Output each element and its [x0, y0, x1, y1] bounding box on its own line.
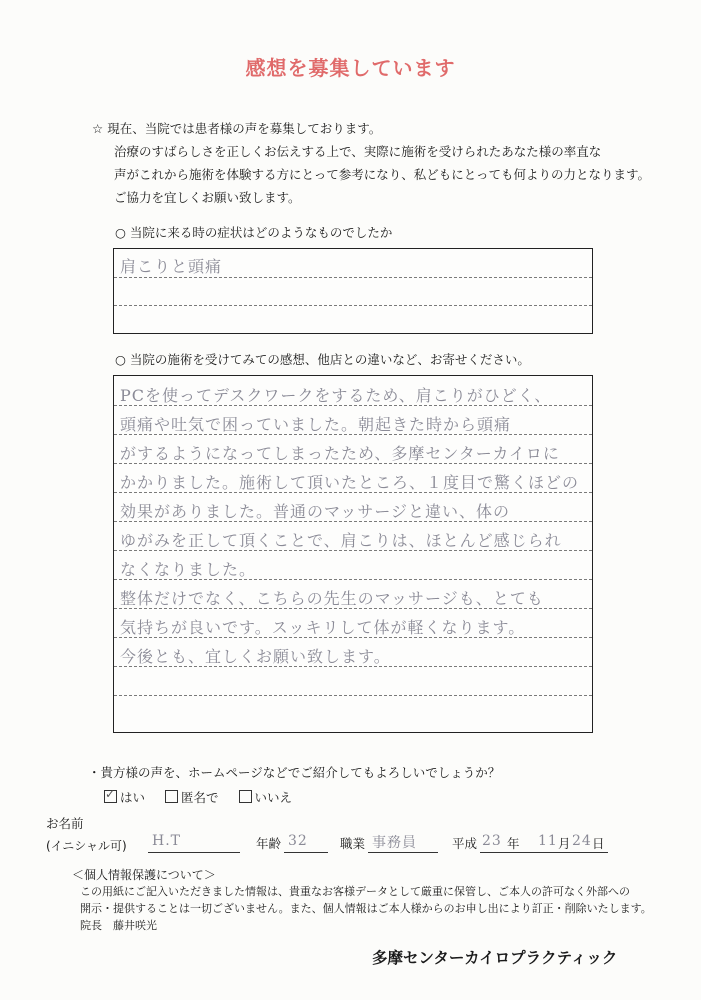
age-value: 32: [288, 833, 308, 849]
symptoms-answer: 肩こりと頭痛: [120, 257, 223, 276]
intro-line-2: 治療のすばらしさを正しくお伝えする上で、実際に施術を受けられたあなた様の率直な: [114, 144, 602, 159]
impressions-line: ゆがみを正して頂くことで、肩こりは、ほとんど感じられ: [120, 531, 562, 550]
answer-rule: [114, 305, 592, 306]
checkbox-checked-icon: [104, 790, 117, 803]
consent-option-anonymous[interactable]: [165, 790, 219, 805]
impressions-line: 頭痛や吐気で困っていました。朝起きた時から頭痛: [120, 415, 512, 434]
month-value: 11: [538, 833, 558, 849]
impressions-answer-box[interactable]: [113, 375, 593, 733]
question-symptoms: ○ 当院に来る時の症状はどのようなものでしたか: [115, 225, 393, 240]
clinic-name: 多摩センターカイロプラクティック: [372, 949, 618, 967]
answer-rule: [114, 277, 592, 278]
star-icon: ☆: [92, 121, 104, 136]
initial-hint: (イニシャル可): [46, 839, 127, 853]
checkbox-icon: [165, 790, 178, 803]
page-title: 感想を募集しています: [245, 56, 456, 80]
impressions-line: なくなりました。: [120, 560, 257, 579]
name-value: H.T: [152, 833, 181, 849]
impressions-line: がするようになってしまったため、多摩センターカイロに: [120, 444, 560, 463]
impressions-line: PCを使ってデスクワークをするため、肩こりがひどく、: [120, 386, 552, 405]
consent-option-yes[interactable]: [104, 790, 145, 805]
job-field[interactable]: [368, 832, 438, 853]
consent-option-no[interactable]: [239, 790, 293, 805]
job-value: 事務員: [372, 835, 417, 851]
impressions-line: 効果がありました。普通のマッサージと違い、体の: [120, 502, 511, 521]
checkbox-icon: [239, 790, 252, 803]
director-name: 院長 藤井咲光: [80, 919, 157, 932]
privacy-line-2: 開示・提供することは一切ございません。また、個人情報はご本人様からのお申し出により訂正・削除いたします。: [80, 902, 652, 915]
symptoms-answer-box[interactable]: [113, 248, 593, 334]
privacy-heading: ＜個人情報保護について＞: [72, 868, 216, 882]
intro-text: [92, 117, 650, 209]
consent-options: [104, 788, 292, 806]
intro-line-1: 現在、当院では患者様の声を募集しております。: [107, 121, 382, 136]
era-label: 平成: [452, 836, 478, 851]
consent-question: ・貴方様の声を、ホームページなどでご紹介してもよろしいでしょうか？: [88, 765, 501, 780]
name-label: お名前: [46, 816, 84, 831]
year-label: 年: [507, 836, 520, 851]
option-label: はい: [120, 790, 146, 805]
age-label: 年齢: [256, 836, 282, 851]
day-label: 日: [592, 836, 605, 851]
year-value: 23: [482, 833, 502, 849]
impressions-line: 整体だけでなく、こちらの先生のマッサージも、とても: [120, 589, 544, 608]
name-field[interactable]: [148, 832, 240, 853]
question-impressions: ○ 当院の施術を受けてみての感想、他店との違いなど、お寄せください。: [115, 352, 530, 367]
privacy-line-1: この用紙にご記入いただきました情報は、貴重なお客様データとして厳重に保管し、ご本人の許可なく外部への: [80, 885, 630, 898]
date-field[interactable]: [480, 832, 608, 853]
option-label: いいえ: [254, 790, 293, 805]
job-label: 職業: [340, 836, 366, 851]
intro-line-3: 声がこれから施術を体験する方にとって参考になり、私どもにとっても何よりの力となります。: [114, 167, 651, 182]
option-label: 匿名で: [181, 790, 219, 805]
impressions-line: 今後とも、宜しくお願い致します。: [120, 647, 391, 666]
intro-line-4: ご協力を宜しくお願い致します。: [114, 190, 301, 205]
age-field[interactable]: [284, 832, 328, 853]
impressions-line: かかりました。施術して頂いたところ、１度目で驚くほどの: [120, 473, 580, 492]
month-label: 月: [558, 836, 571, 851]
day-value: 24: [572, 833, 592, 849]
answer-rule: [114, 695, 592, 696]
impressions-line: 気持ちが良いです。スッキリして体が軽くなります。: [120, 618, 526, 637]
